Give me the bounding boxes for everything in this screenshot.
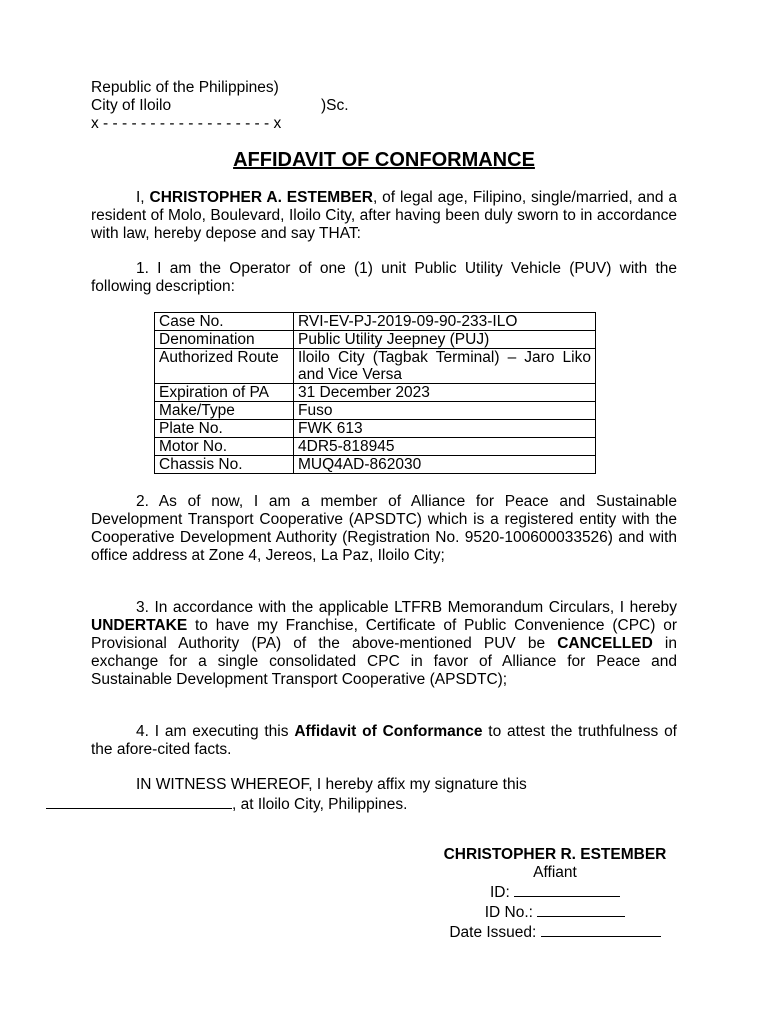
- vehicle-field-label: Chassis No.: [155, 456, 294, 474]
- p3-text-c: to have my Franchise, Certificate of Public Convenience (CPC) or Provisional Authority (PA) of the above-mentioned PUV be: [91, 617, 677, 652]
- intro-pre: I,: [136, 189, 150, 206]
- paragraph-4: [91, 723, 677, 759]
- table-row: [155, 384, 596, 402]
- vehicle-field-value: 4DR5-818945: [294, 438, 596, 456]
- venue-city: City of Iloilo: [91, 97, 172, 114]
- vehicle-field-label: Expiration of PA: [155, 384, 294, 402]
- affiant-name-inline: CHRISTOPHER A. ESTEMBER: [149, 189, 373, 206]
- vehicle-field-label: Make/Type: [155, 402, 294, 420]
- venue-separator: x - - - - - - - - - - - - - - - - - - x: [91, 115, 282, 132]
- signature-block: [380, 846, 730, 942]
- vehicle-field-label: Plate No.: [155, 420, 294, 438]
- table-row: [155, 331, 596, 349]
- table-row: [155, 420, 596, 438]
- p3-text-e: in exchange for a single consolidated CPC in favor of Alliance for Peace and Sustainable Development Transport Cooperative (APSDTC);: [91, 635, 677, 688]
- vehicle-field-value: Iloilo City (Tagbak Terminal) – Jaro Liko and Vice Versa: [294, 349, 596, 384]
- paragraph-1: 1. I am the Operator of one (1) unit Public Utility Vehicle (PUV) with the following description:: [91, 260, 677, 295]
- vehicle-field-value: FWK 613: [294, 420, 596, 438]
- table-row: [155, 313, 596, 331]
- witness-paragraph: [91, 776, 677, 814]
- intro-post: , of legal age, Filipino, single/married, and a resident of Molo, Boulevard, Iloilo City, after having been duly sworn to in accordance with law, hereby depose and say THAT:: [91, 189, 677, 242]
- document-title: AFFIDAVIT OF CONFORMANCE: [233, 149, 535, 171]
- affiant-role: Affiant: [533, 864, 577, 881]
- id-no-blank[interactable]: [537, 902, 625, 917]
- p4-text-a: 4. I am executing this: [136, 723, 295, 740]
- intro-paragraph: [91, 189, 677, 243]
- vehicle-field-label: Motor No.: [155, 438, 294, 456]
- vehicle-description-table: [154, 312, 596, 474]
- witness-text-b: , at Iloilo City, Philippines.: [232, 796, 408, 813]
- vehicle-field-label: Case No.: [155, 313, 294, 331]
- id-label: ID:: [489, 884, 510, 901]
- vehicle-field-value: MUQ4AD-862030: [294, 456, 596, 474]
- affiant-name: CHRISTOPHER R. ESTEMBER: [443, 846, 667, 863]
- table-row: [155, 349, 596, 384]
- vehicle-field-value: Public Utility Jeepney (PUJ): [294, 331, 596, 349]
- p3-undertake: UNDERTAKE: [91, 617, 188, 634]
- p4-affidavit-title: Affidavit of Conformance: [294, 723, 483, 740]
- venue-block: [91, 79, 349, 133]
- id-no-row: [380, 902, 730, 922]
- vehicle-field-value: Fuso: [294, 402, 596, 420]
- date-blank-line[interactable]: [46, 794, 232, 809]
- venue-republic: Republic of the Philippines): [91, 79, 279, 96]
- id-row: [380, 882, 730, 902]
- venue-city-row: [91, 97, 349, 115]
- p4-text-c: to attest the truthfulness of the afore-cited facts.: [91, 723, 677, 758]
- vehicle-field-label: Authorized Route: [155, 349, 294, 384]
- p3-cancelled: CANCELLED: [557, 635, 653, 652]
- paragraph-3: [91, 599, 677, 689]
- paragraph-2: 2. As of now, I am a member of Alliance for Peace and Sustainable Development Transport Cooperative (APSDTC) which is a registered entity with the Cooperative Development Authority (Registration No. 9520-100600033526) and with office address at Zone 4, Jereos, La Paz, Iloilo City;: [91, 493, 677, 564]
- vehicle-field-value: 31 December 2023: [294, 384, 596, 402]
- p3-text-a: 3. In accordance with the applicable LTFRB Memorandum Circulars, I hereby: [136, 599, 677, 616]
- date-issued-blank[interactable]: [541, 922, 661, 937]
- id-blank[interactable]: [514, 882, 620, 897]
- table-row: [155, 456, 596, 474]
- vehicle-field-value: RVI-EV-PJ-2019-09-90-233-ILO: [294, 313, 596, 331]
- table-row: [155, 438, 596, 456]
- witness-text-a: IN WITNESS WHEREOF, I hereby affix my signature this: [136, 776, 527, 793]
- date-issued-label: Date Issued:: [449, 924, 537, 941]
- id-no-label: ID No.:: [484, 904, 533, 921]
- venue-sc: )Sc.: [321, 97, 349, 114]
- vehicle-field-label: Denomination: [155, 331, 294, 349]
- table-row: [155, 402, 596, 420]
- date-issued-row: [380, 922, 730, 942]
